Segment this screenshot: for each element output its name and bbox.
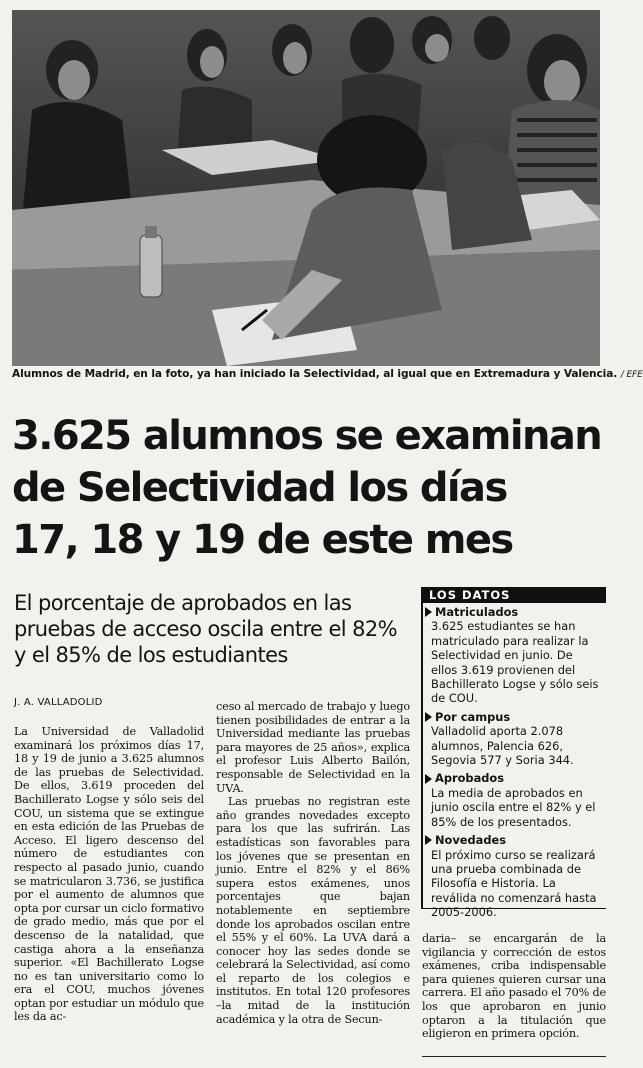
triangle-bullet-icon bbox=[425, 607, 432, 617]
photo-caption bbox=[12, 368, 643, 380]
article-paragraph: ceso al mercado de trabajo y luego tienen posibilidades de entrar a la Universidad mediante las pruebas para mayores de 25 años», explica el profesor Luis Alberto Bailón, responsable de Selectividad en la UVA. bbox=[216, 700, 410, 795]
triangle-bullet-icon bbox=[425, 774, 432, 784]
datos-section-text: 3.625 estudiantes se han matriculado para realizar la Selectividad en junio. De ellos 3.619 provienen del Bachillerato Logse y sólo seis de COU. bbox=[431, 619, 599, 706]
classroom-photo-illustration bbox=[12, 10, 600, 366]
datos-section-title: Aprobados bbox=[435, 771, 505, 786]
article-column-3 bbox=[422, 932, 606, 1041]
article-column-2 bbox=[216, 700, 410, 1026]
datos-section-title: Matriculados bbox=[435, 605, 519, 619]
datos-section-text: El próximo curso se realizará una prueba combinada de Filosofía e Historia. La reválida no comenzará hasta 2005-2006. bbox=[431, 847, 597, 920]
los-datos-sidebar bbox=[421, 587, 606, 920]
headline-line-3: 17, 18 y 19 de este mes bbox=[12, 517, 513, 563]
photo-credit: / EFE bbox=[620, 370, 643, 380]
datos-section-aprobados bbox=[423, 769, 606, 831]
byline: J. A. VALLADOLID bbox=[14, 697, 103, 708]
article-paragraph: daria– se encargarán de la vigilancia y corrección de estos exámenes, criba indispensable para quienes quieren cursar una carrera. El año pasado el 70% de los que aprobaron en junio optaron a la titulación que eligieron en primera opción. bbox=[422, 932, 606, 1041]
article-paragraph: Las pruebas no registran este año grandes novedades excepto para los que las sufrirán. Las estadísticas son favorables para los jóvenes que se presentan en junio. Entre el 82% y el 86% supera estos exámenes, unos porcentajes que bajan notablemente en septiembre donde los aprobados oscilan entre el 55% y el 60%. La UVA dará a conocer hoy las sedes donde se celebrará la Selectividad, así como el reparto de los colegios e institutos. En total 120 profesores –la mitad de la institución académica y la otra de Secun- bbox=[216, 795, 410, 1026]
triangle-bullet-icon bbox=[425, 712, 432, 722]
subheadline: El porcentaje de aprobados en las pruebas de acceso oscila entre el 82% y el 85% de los estudiantes bbox=[14, 591, 397, 667]
datos-section-matriculados bbox=[423, 603, 606, 708]
headline-line-1: 3.625 alumnos se examinan bbox=[12, 413, 602, 459]
end-rule bbox=[422, 1056, 606, 1057]
datos-section-text: Valladolid aporta 2.078 alumnos, Palencia 626, Segovia 577 y Soria 344. bbox=[431, 724, 574, 768]
datos-section-title: Por campus bbox=[435, 709, 511, 724]
headline-line-2: de Selectividad los días bbox=[12, 465, 507, 511]
news-photo bbox=[12, 10, 600, 366]
datos-section-text: La media de aprobados en junio oscila entre el 82% y el 85% de los presentados. bbox=[431, 785, 596, 829]
caption-text: Alumnos de Madrid, en la foto, ya han iniciado la Selectividad, al igual que en Extremadura y Valencia. bbox=[12, 368, 618, 380]
headline bbox=[12, 410, 606, 566]
triangle-bullet-icon bbox=[425, 835, 432, 845]
datos-section-title: Novedades bbox=[435, 833, 507, 848]
datos-section-novedades bbox=[423, 831, 606, 921]
datos-section-por-campus bbox=[423, 708, 606, 770]
article-paragraph: La Universidad de Valladolid examinará los próximos días 17, 18 y 19 de junio a 3.625 alumnos de las pruebas de Selectividad. De ellos, 3.619 proceden del Bachillerato Logse y sólo seis del COU, un sistema que se extingue en esta edición de las Pruebas de Acceso. El ligero descenso del número de estudiantes con respecto al pasado junio, cuando se matricularon 3.736, se justifica por el aumento de alumnos que opta por cursar un ciclo formativo de grado medio, más que por el descenso de la natalidad, que castiga ahora a la enseñanza superior. «El Bachillerato Logse no es tan universitario como lo era el COU, muchos jóvenes optan por estudiar un módulo que les da ac- bbox=[14, 725, 204, 1024]
article-column-1 bbox=[14, 725, 204, 1024]
los-datos-header: LOS DATOS bbox=[423, 587, 606, 603]
